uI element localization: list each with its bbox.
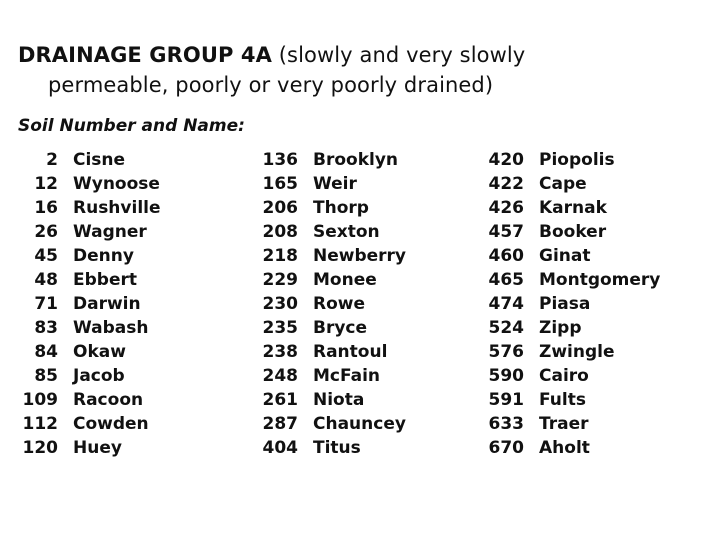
soil-name: Darwin bbox=[73, 294, 141, 314]
soil-name: Bryce bbox=[313, 318, 368, 338]
soil-row bbox=[484, 220, 660, 244]
soil-row bbox=[484, 388, 660, 412]
soil-number: 591 bbox=[488, 390, 524, 410]
title-group-name: DRAINAGE GROUP 4A bbox=[18, 43, 272, 67]
soil-name: Ebbert bbox=[73, 270, 137, 290]
soil-name: Thorp bbox=[313, 198, 369, 218]
soil-number: 404 bbox=[262, 438, 298, 458]
soil-row bbox=[18, 196, 161, 220]
soil-row bbox=[258, 412, 406, 436]
soil-number: 2 bbox=[46, 150, 58, 170]
soil-name: Booker bbox=[539, 222, 607, 242]
soil-name: Cisne bbox=[73, 150, 126, 170]
soil-row bbox=[18, 388, 161, 412]
soil-name: Denny bbox=[73, 246, 134, 266]
soil-row bbox=[258, 388, 406, 412]
soil-row bbox=[484, 292, 660, 316]
soil-number: 208 bbox=[262, 222, 298, 242]
soil-name: Sexton bbox=[313, 222, 380, 242]
soil-number: 670 bbox=[488, 438, 524, 458]
soil-number: 83 bbox=[34, 318, 58, 338]
soil-name: Rushville bbox=[73, 198, 161, 218]
soil-number: 524 bbox=[488, 318, 524, 338]
soil-name: Rantoul bbox=[313, 342, 388, 362]
title-description-line2: permeable, poorly or very poorly drained) bbox=[48, 73, 494, 97]
soil-name: Fults bbox=[539, 390, 586, 410]
soil-name: Karnak bbox=[539, 198, 607, 218]
soil-name: Huey bbox=[73, 438, 122, 458]
soil-row bbox=[484, 412, 660, 436]
soil-name: Piopolis bbox=[539, 150, 615, 170]
soil-name: Jacob bbox=[73, 366, 125, 386]
soil-number: 112 bbox=[22, 414, 58, 434]
soil-name: Traer bbox=[539, 414, 589, 434]
soil-row bbox=[484, 316, 660, 340]
soil-name: Aholt bbox=[539, 438, 590, 458]
soil-row bbox=[484, 244, 660, 268]
soil-name: Piasa bbox=[539, 294, 591, 314]
soil-row bbox=[258, 268, 406, 292]
soil-row bbox=[18, 412, 161, 436]
soil-row bbox=[258, 436, 406, 460]
soil-number: 420 bbox=[488, 150, 524, 170]
soil-name: Brooklyn bbox=[313, 150, 399, 170]
soil-number: 48 bbox=[34, 270, 58, 290]
soil-row bbox=[258, 292, 406, 316]
soil-row bbox=[18, 268, 161, 292]
soil-number: 109 bbox=[22, 390, 58, 410]
soil-name: Montgomery bbox=[539, 270, 661, 290]
soil-number: 287 bbox=[262, 414, 298, 434]
soil-number: 238 bbox=[262, 342, 298, 362]
soil-number: 474 bbox=[488, 294, 524, 314]
soil-number: 576 bbox=[488, 342, 524, 362]
document-title bbox=[18, 40, 708, 100]
soil-name: Cairo bbox=[539, 366, 589, 386]
soil-number: 457 bbox=[488, 222, 524, 242]
soil-row bbox=[18, 340, 161, 364]
soil-number: 26 bbox=[34, 222, 58, 242]
soil-number: 590 bbox=[488, 366, 524, 386]
soil-number: 422 bbox=[488, 174, 524, 194]
soil-row bbox=[18, 172, 161, 196]
soil-name: Zwingle bbox=[539, 342, 615, 362]
soil-number: 229 bbox=[262, 270, 298, 290]
soil-row bbox=[484, 340, 660, 364]
soil-name: McFain bbox=[313, 366, 381, 386]
soil-name: Wynoose bbox=[73, 174, 160, 194]
soil-name: Monee bbox=[313, 270, 377, 290]
soil-name: Wabash bbox=[73, 318, 149, 338]
soil-row bbox=[484, 268, 660, 292]
soil-name: Wagner bbox=[73, 222, 147, 242]
soil-column-1 bbox=[18, 148, 161, 460]
soil-number: 230 bbox=[262, 294, 298, 314]
soil-name: Chauncey bbox=[313, 414, 406, 434]
soil-name: Okaw bbox=[73, 342, 126, 362]
soil-row bbox=[258, 148, 406, 172]
soil-list-heading: Soil Number and Name: bbox=[18, 116, 245, 136]
soil-number: 84 bbox=[34, 342, 58, 362]
soil-name: Cowden bbox=[73, 414, 149, 434]
soil-row bbox=[18, 292, 161, 316]
soil-number: 206 bbox=[262, 198, 298, 218]
title-description-line1: (slowly and very slowly bbox=[278, 43, 526, 67]
soil-row bbox=[484, 148, 660, 172]
soil-number: 261 bbox=[262, 390, 298, 410]
soil-row bbox=[258, 316, 406, 340]
soil-row bbox=[258, 172, 406, 196]
soil-row bbox=[18, 148, 161, 172]
soil-row bbox=[18, 220, 161, 244]
soil-row bbox=[258, 340, 406, 364]
soil-row bbox=[258, 244, 406, 268]
soil-name: Ginat bbox=[539, 246, 591, 266]
soil-row bbox=[18, 244, 161, 268]
soil-row bbox=[18, 364, 161, 388]
soil-number: 165 bbox=[262, 174, 298, 194]
soil-name: Weir bbox=[313, 174, 357, 194]
soil-row bbox=[258, 364, 406, 388]
soil-name: Cape bbox=[539, 174, 587, 194]
soil-row bbox=[484, 364, 660, 388]
soil-number: 136 bbox=[262, 150, 298, 170]
soil-row bbox=[18, 436, 161, 460]
soil-number: 16 bbox=[34, 198, 58, 218]
soil-name: Zipp bbox=[539, 318, 582, 338]
soil-number: 460 bbox=[488, 246, 524, 266]
soil-name: Newberry bbox=[313, 246, 407, 266]
soil-row bbox=[484, 196, 660, 220]
soil-name: Titus bbox=[313, 438, 361, 458]
soil-number: 235 bbox=[262, 318, 298, 338]
soil-row bbox=[258, 220, 406, 244]
soil-row bbox=[484, 172, 660, 196]
soil-number: 85 bbox=[34, 366, 58, 386]
soil-number: 633 bbox=[488, 414, 524, 434]
soil-row bbox=[258, 196, 406, 220]
soil-row bbox=[484, 436, 660, 460]
soil-number: 218 bbox=[262, 246, 298, 266]
soil-column-2 bbox=[258, 148, 406, 460]
soil-number: 12 bbox=[34, 174, 58, 194]
soil-name: Niota bbox=[313, 390, 365, 410]
soil-number: 71 bbox=[34, 294, 58, 314]
soil-number: 120 bbox=[22, 438, 58, 458]
soil-number: 426 bbox=[488, 198, 524, 218]
soil-number: 465 bbox=[488, 270, 524, 290]
soil-column-3 bbox=[484, 148, 660, 460]
soil-name: Rowe bbox=[313, 294, 366, 314]
soil-number: 248 bbox=[262, 366, 298, 386]
soil-number: 45 bbox=[34, 246, 58, 266]
soil-row bbox=[18, 316, 161, 340]
soil-name: Racoon bbox=[73, 390, 144, 410]
